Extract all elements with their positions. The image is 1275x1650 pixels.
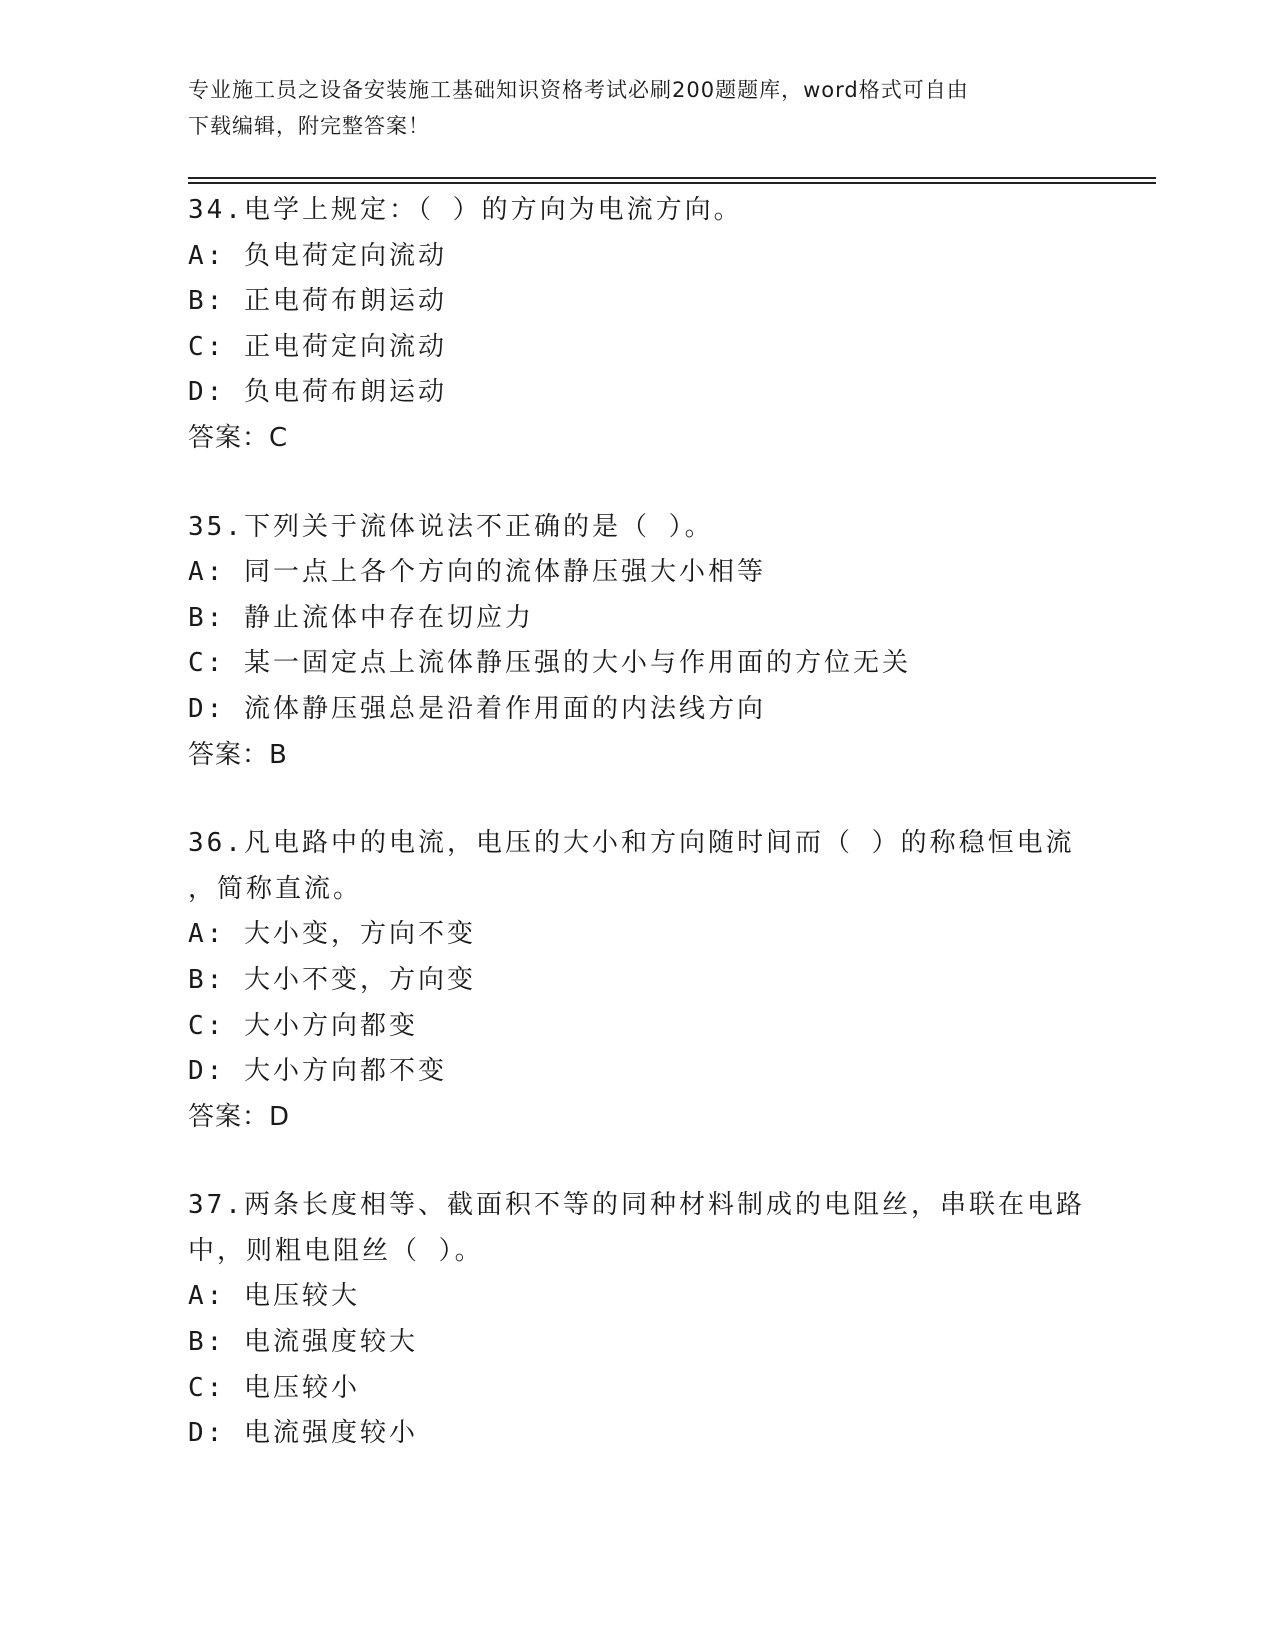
option-d: D: 电流强度较小 [188, 1418, 418, 1449]
option-b: B: 电流强度较大 [188, 1327, 418, 1358]
question-37 [188, 1183, 1088, 1457]
option-c: C: 大小方向都变 [188, 1010, 418, 1041]
answer-label: 答案：D [188, 1101, 291, 1132]
header-divider-bottom [188, 182, 1156, 184]
answer-label: 答案：B [188, 739, 288, 770]
question-stem: 34.电学上规定：（ ）的方向为电流方向。 [188, 195, 743, 225]
option-a: A: 同一点上各个方向的流体静压强大小相等 [188, 557, 766, 588]
answer-label: 答案：C [188, 422, 289, 453]
option-d: D: 流体静压强总是沿着作用面的内法线方向 [188, 693, 766, 724]
option-b: B: 静止流体中存在切应力 [188, 602, 534, 633]
option-a: A: 大小变，方向不变 [188, 919, 476, 950]
option-b: B: 正电荷布朗运动 [188, 286, 447, 317]
question-list [188, 188, 1088, 1500]
option-a: A: 电压较大 [188, 1281, 360, 1312]
question-34 [188, 188, 1088, 462]
question-stem-line-1: 36.凡电路中的电流，电压的大小和方向随时间而（ ）的称稳恒电流 [188, 828, 1075, 859]
header-line-2: 下载编辑，附完整答案！ [188, 114, 430, 138]
question-stem: 35.下列关于流体说法不正确的是（ ）。 [188, 511, 714, 542]
header-divider-top [188, 177, 1156, 179]
question-stem-line-1: 37.两条长度相等、截面积不等的同种材料制成的电阻丝，串联在电路 [188, 1190, 1085, 1221]
option-c: C: 正电荷定向流动 [188, 331, 447, 362]
header-line-1: 专业施工员之设备安装施工基础知识资格考试必刷200题题库，word格式可自由 [188, 78, 969, 102]
question-36 [188, 821, 1088, 1140]
question-stem-line-2: 中，则粗电阻丝（ ）。 [188, 1235, 484, 1266]
option-d: D: 负电荷布朗运动 [188, 377, 447, 408]
option-b: B: 大小不变，方向变 [188, 964, 476, 995]
option-a: A: 负电荷定向流动 [188, 240, 447, 271]
option-d: D: 大小方向都不变 [188, 1056, 447, 1087]
question-35 [188, 505, 1088, 779]
option-c: C: 某一固定点上流体静压强的大小与作用面的方位无关 [188, 648, 911, 679]
option-c: C: 电压较小 [188, 1372, 360, 1403]
document-header [188, 72, 1068, 144]
question-stem-line-2: ，简称直流。 [188, 873, 363, 904]
